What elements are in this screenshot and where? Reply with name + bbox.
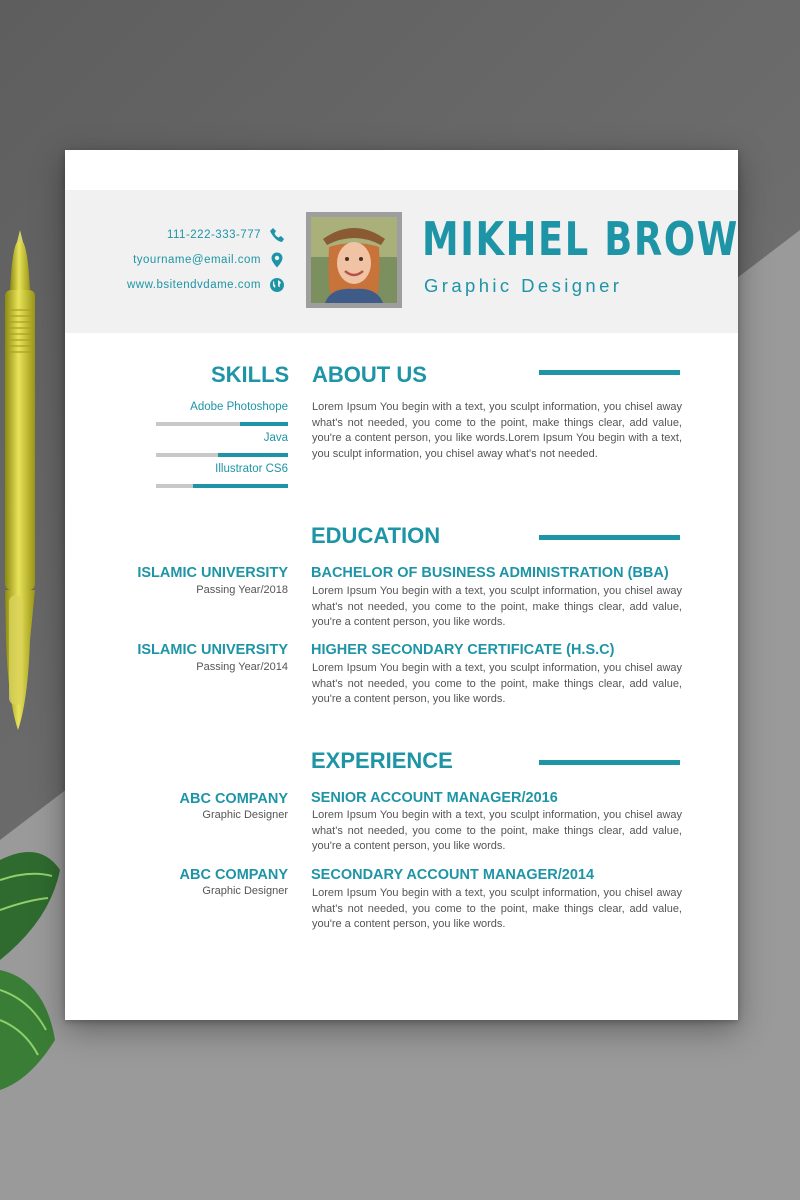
school-name: ISLAMIC UNIVERSITY bbox=[137, 642, 288, 658]
skill-bar-fill bbox=[240, 422, 288, 426]
experience-rule bbox=[539, 760, 680, 765]
candidate-title: Graphic Designer bbox=[424, 275, 623, 296]
position-text: Lorem Ipsum You begin with a text, you sculpt information, you chisel away what's not needed, you come to the point, make things clear, add value, you're a content person, you like words. bbox=[312, 887, 682, 930]
skill-bar bbox=[156, 484, 288, 488]
contact-website bbox=[65, 277, 285, 293]
company-name: ABC COMPANY bbox=[179, 867, 288, 883]
school-name: ISLAMIC UNIVERSITY bbox=[137, 565, 288, 581]
contact-email bbox=[65, 252, 285, 268]
profile-photo bbox=[311, 217, 397, 303]
globe-icon bbox=[269, 277, 285, 293]
skill-label: Adobe Photoshope bbox=[190, 401, 288, 413]
skill-bar bbox=[156, 422, 288, 426]
position-title: SECONDARY ACCOUNT MANAGER/2014 bbox=[311, 867, 595, 883]
company-role: Graphic Designer bbox=[202, 809, 288, 821]
pen-decoration bbox=[0, 230, 50, 740]
education-rule bbox=[539, 535, 680, 540]
skill-bar bbox=[156, 453, 288, 457]
degree-title: HIGHER SECONDARY CERTIFICATE (H.S.C) bbox=[311, 642, 615, 658]
phone-icon bbox=[269, 227, 285, 243]
education-heading: EDUCATION bbox=[311, 523, 441, 548]
about-heading: ABOUT US bbox=[312, 362, 427, 387]
candidate-name: MIKHEL BROW bbox=[422, 212, 739, 266]
skill-label: Java bbox=[263, 432, 288, 444]
contact-phone-text: 111-222-333-777 bbox=[166, 229, 261, 241]
degree-text: Lorem Ipsum You begin with a text, you sculpt information, you chisel away what's not needed, you come to the point, make things clear, add value, you're a content person, you like words. bbox=[312, 585, 682, 628]
resume-page bbox=[65, 150, 738, 1020]
skill-bar-fill bbox=[218, 453, 288, 457]
passing-year: Passing Year/2018 bbox=[196, 584, 288, 596]
experience-heading: EXPERIENCE bbox=[311, 748, 453, 773]
position-title: SENIOR ACCOUNT MANAGER/2016 bbox=[311, 790, 558, 806]
degree-title: BACHELOR OF BUSINESS ADMINISTRATION (BBA) bbox=[311, 565, 669, 581]
skill-label: Illustrator CS6 bbox=[215, 463, 288, 475]
position-text: Lorem Ipsum You begin with a text, you sculpt information, you chisel away what's not needed, you come to the point, make things clear, add value, you're a content person, you like words. bbox=[312, 809, 682, 852]
company-role: Graphic Designer bbox=[202, 885, 288, 897]
degree-text: Lorem Ipsum You begin with a text, you sculpt information, you chisel away what's not needed, you come to the point, make things clear, add value, you're a content person, you like words. bbox=[312, 662, 682, 705]
skill-bar-fill bbox=[193, 484, 288, 488]
contact-email-text: tyourname@email.com bbox=[133, 254, 261, 266]
location-pin-icon bbox=[269, 252, 285, 268]
contact-website-text: www.bsitendvdame.com bbox=[127, 279, 261, 291]
about-rule bbox=[539, 370, 680, 375]
leaf-decoration bbox=[0, 840, 70, 1090]
about-text: Lorem Ipsum You begin with a text, you sculpt information, you chisel away what's not needed, you come to the point, make things clear, add value, you're a content person, you like words.Lorem Ipsum You begin with a text, you sculpt information, you chisel away what's not needed. bbox=[312, 401, 682, 460]
company-name: ABC COMPANY bbox=[179, 791, 288, 807]
skills-heading: SKILLS bbox=[211, 362, 290, 387]
contact-phone bbox=[65, 227, 285, 243]
photo-frame bbox=[306, 212, 402, 308]
passing-year: Passing Year/2014 bbox=[196, 661, 288, 673]
